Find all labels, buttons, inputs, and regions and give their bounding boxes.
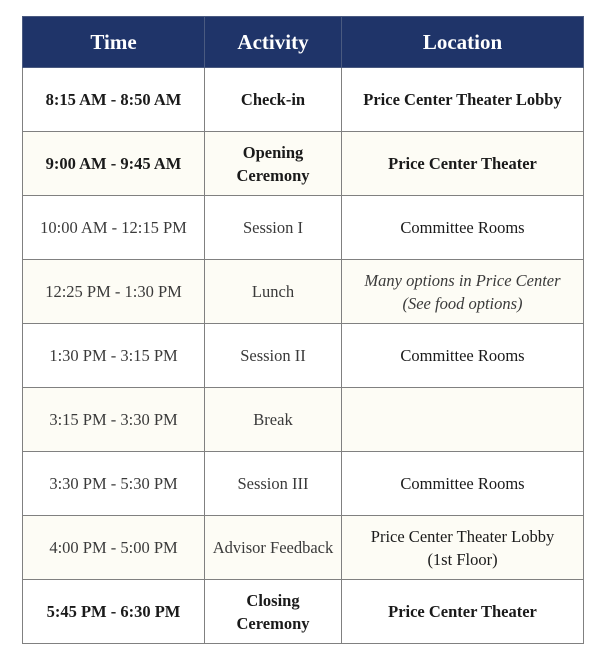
location-cell: Price Center Theater Lobby [342,68,584,132]
column-header-activity: Activity [205,17,342,68]
location-note: (1st Floor) [427,549,498,569]
location-cell: Price Center Theater [342,580,584,644]
location-cell: Committee Rooms [342,452,584,516]
activity-cell: Lunch [205,260,342,324]
activity-cell: Closing Ceremony [205,580,342,644]
time-cell: 4:00 PM - 5:00 PM [23,516,205,580]
time-cell: 5:45 PM - 6:30 PM [23,580,205,644]
time-cell: 1:30 PM - 3:15 PM [23,324,205,388]
activity-cell: Session III [205,452,342,516]
table-row [23,516,584,580]
location-cell: Price Center Theater [342,132,584,196]
location-note: (See food options) [402,293,523,313]
location-text: Price Center Theater Lobby [370,526,555,546]
activity-cell: Advisor Feedback [205,516,342,580]
table-row [23,388,584,452]
activity-cell: Check-in [205,68,342,132]
table-row [23,196,584,260]
table-row [23,260,584,324]
time-cell: 3:30 PM - 5:30 PM [23,452,205,516]
location-cell [342,516,584,580]
time-cell: 8:15 AM - 8:50 AM [23,68,205,132]
column-header-time: Time [23,17,205,68]
table-row [23,132,584,196]
location-cell: Committee Rooms [342,324,584,388]
column-header-location: Location [342,17,584,68]
activity-cell: Session I [205,196,342,260]
activity-cell: Break [205,388,342,452]
header-row [23,17,584,68]
schedule-table [22,16,584,644]
table-row [23,452,584,516]
time-cell: 10:00 AM - 12:15 PM [23,196,205,260]
time-cell: 12:25 PM - 1:30 PM [23,260,205,324]
time-cell: 9:00 AM - 9:45 AM [23,132,205,196]
location-text: Many options in Price Center [364,270,561,290]
activity-cell: Session II [205,324,342,388]
table-row [23,324,584,388]
table-row [23,580,584,644]
location-cell: Committee Rooms [342,196,584,260]
time-cell: 3:15 PM - 3:30 PM [23,388,205,452]
location-cell [342,260,584,324]
activity-cell: Opening Ceremony [205,132,342,196]
table-row [23,68,584,132]
location-cell [342,388,584,452]
